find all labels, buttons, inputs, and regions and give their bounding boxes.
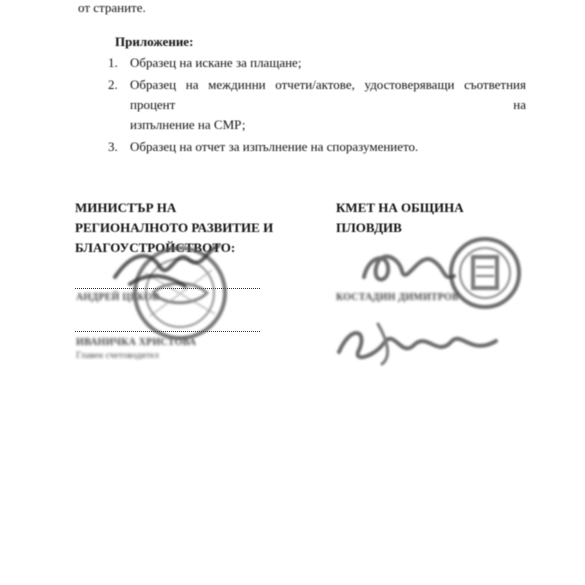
left-signature-title [75, 198, 295, 258]
document-continuation-text: от страните. [78, 0, 146, 15]
appendix-item-number: 1. [108, 55, 118, 70]
left-title-line: БЛАГОУСТРОЙСТВОТО: [75, 240, 236, 255]
appendix-item [108, 53, 526, 73]
appendix-item [108, 75, 526, 135]
left-title-line: РЕГИОНАЛНОТО РАЗВИТИЕ И [75, 220, 274, 235]
left-second-signature-line [75, 331, 260, 332]
right-handwritten-signature-icon [356, 245, 456, 290]
left-signature-line [75, 288, 260, 289]
right-title-line: КМЕТ НА ОБЩИНА [336, 200, 464, 215]
left-signatory-name: АНДРЕЙ ЦЕКОВ [76, 292, 160, 303]
right-second-handwritten-signature-icon [335, 319, 500, 367]
appendix-list [108, 53, 526, 159]
appendix-item [108, 137, 526, 157]
right-title-line: ПЛОВДИВ [336, 220, 402, 235]
appendix-item-number: 3. [108, 139, 118, 154]
left-title-line: МИНИСТЪР НА [75, 200, 177, 215]
appendix-item-text: Образец на междинни отчети/актове, удостоверяващи съответния процент на [130, 77, 526, 112]
left-second-signatory-role: Главен счетоводител [76, 350, 159, 360]
left-second-signatory-name: ИВАНИЧКА ХРИСТОВА [76, 337, 197, 348]
appendix-item-text: Образец на отчет за изпълнение на споразумението. [130, 139, 419, 154]
appendix-item-text: Образец на искане за плащане; [130, 55, 302, 70]
appendix-title: Приложение: [115, 34, 194, 49]
right-signatory-name: КОСТАДИН ДИМИТРОВ [336, 292, 459, 303]
appendix-item-continuation: изпълнение на СМР; [130, 117, 246, 132]
right-signature-title [336, 198, 516, 238]
appendix-item-number: 2. [108, 77, 118, 92]
